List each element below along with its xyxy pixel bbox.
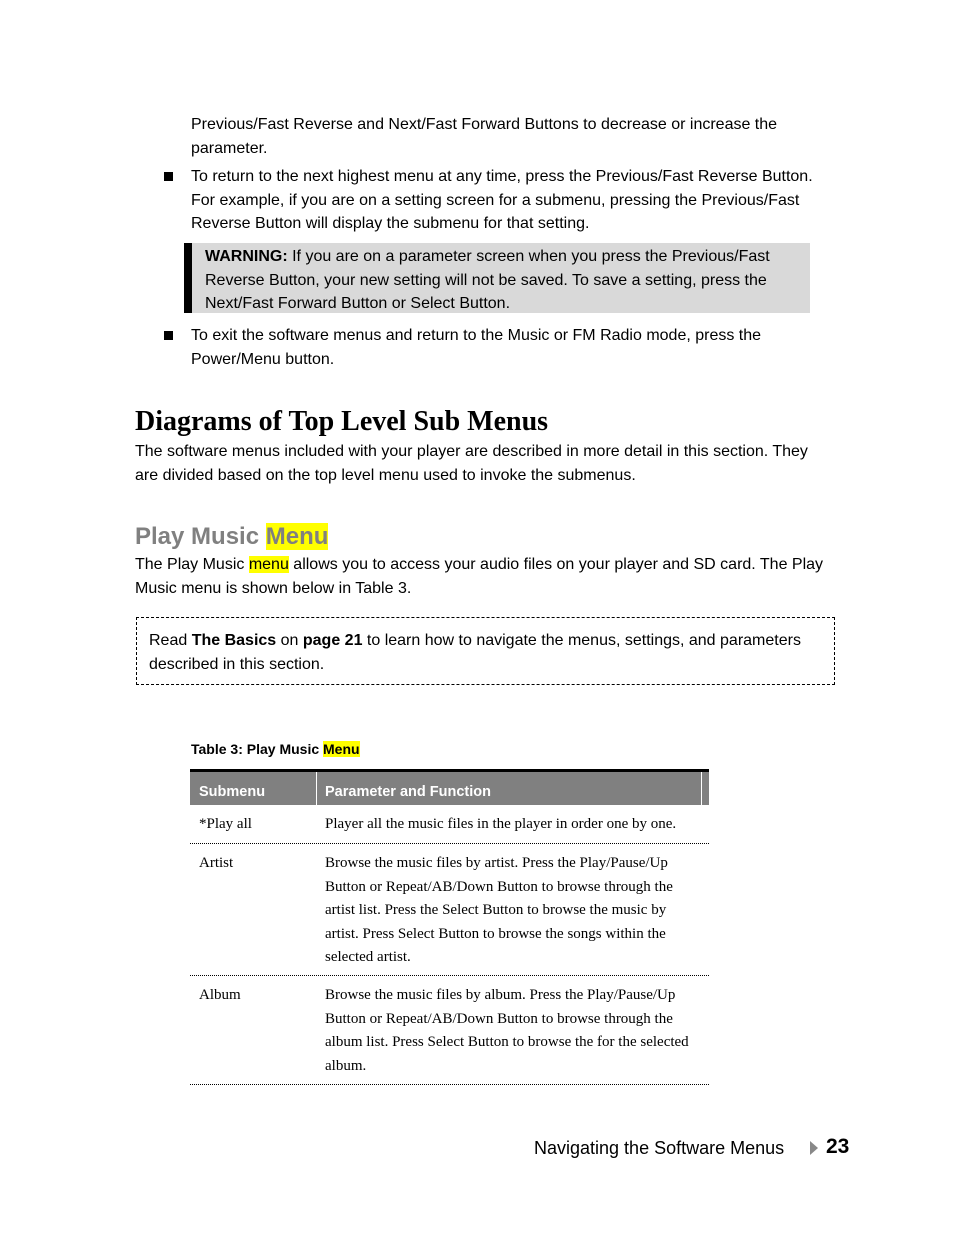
note-paragraph — [149, 629, 819, 676]
table-row — [190, 976, 709, 1085]
note-text-3: to learn how to navigate the menus, settings, and parameters described in this section. — [149, 632, 801, 673]
table-caption — [191, 739, 360, 759]
table-caption-highlight: Menu — [323, 741, 360, 757]
table-cell-submenu: Album — [199, 987, 241, 1003]
table-header-function: Parameter and Function — [325, 784, 491, 800]
section-heading: Diagrams of Top Level Sub Menus — [135, 406, 549, 437]
table-header-row — [190, 769, 709, 805]
table-header-divider — [701, 772, 702, 805]
subsection-body-highlight: menu — [248, 556, 289, 573]
play-music-table — [190, 769, 709, 1085]
table-cell-submenu: Artist — [199, 855, 234, 871]
intro-continuation: Previous/Fast Reverse and Next/Fast Forward Buttons to decrease or increase the parameter. — [191, 116, 778, 157]
table-cell-function: Browse the music files by artist. Press the Play/Pause/Up Button or Repeat/AB/Down Button to browse through the artist list. Press the Select Button to browse the music by artist. Press Select Button to browse the songs within the selected artist. — [325, 855, 673, 965]
note-text-2: on — [276, 632, 303, 649]
subsection-heading-highlight: Menu — [265, 523, 329, 550]
footer-title: Navigating the Software Menus — [534, 1138, 785, 1158]
bullet-square-icon — [164, 172, 173, 181]
table-cell-function: Player all the music files in the player in order one by one. — [325, 816, 677, 832]
table-row — [190, 844, 709, 976]
table-cell-function: Browse the music files by album. Press the Play/Pause/Up Button or Repeat/AB/Down Button to browse through the album list. Press Select Button to browse the for the selected album. — [325, 987, 689, 1074]
bullet-square-icon — [164, 331, 173, 340]
table-header-submenu: Submenu — [199, 784, 266, 800]
table-caption-prefix: Table 3: Play Music — [191, 741, 324, 757]
subsection-heading — [135, 521, 328, 553]
subsection-body-suffix: allows you to access your audio files on your player and SD card. The Play Music menu is shown below in Table 3. — [135, 556, 824, 597]
note-box — [136, 617, 835, 685]
table-row-divider — [190, 1084, 709, 1085]
section-body: The software menus included with your player are described in more detail in this section. They are divided based on the top level menu used to invoke the submenus. — [135, 443, 808, 484]
subsection-body-prefix: The Play Music — [135, 556, 249, 573]
warning-box — [184, 243, 810, 313]
table-header-divider — [316, 772, 317, 805]
warning-paragraph — [205, 245, 805, 316]
warning-text: If you are on a parameter screen when you press the Previous/Fast Reverse Button, your new setting will not be saved. To save a setting, press the Next/Fast Forward Button or Select Button. — [205, 248, 770, 312]
note-text-1: Read — [149, 632, 192, 649]
table-row — [190, 805, 709, 844]
subsection-heading-prefix: Play Music — [135, 523, 266, 550]
table-cell-submenu: *Play all — [199, 816, 252, 832]
footer-arrow-icon — [810, 1141, 818, 1155]
warning-label: WARNING: — [205, 248, 288, 265]
bullet-return-text: To return to the next highest menu at any time, press the Previous/Fast Reverse Button. For example, if you are on a setting screen for a submenu, pressing the Previous/Fast Reverse Button will display the submenu for that setting. — [191, 168, 813, 232]
page-number: 23 — [826, 1135, 850, 1158]
note-bold-page: page 21 — [302, 632, 363, 649]
note-bold-basics: The Basics — [191, 632, 277, 649]
bullet-exit-text: To exit the software menus and return to the Music or FM Radio mode, press the Power/Menu button. — [191, 327, 762, 368]
subsection-body — [135, 553, 840, 600]
